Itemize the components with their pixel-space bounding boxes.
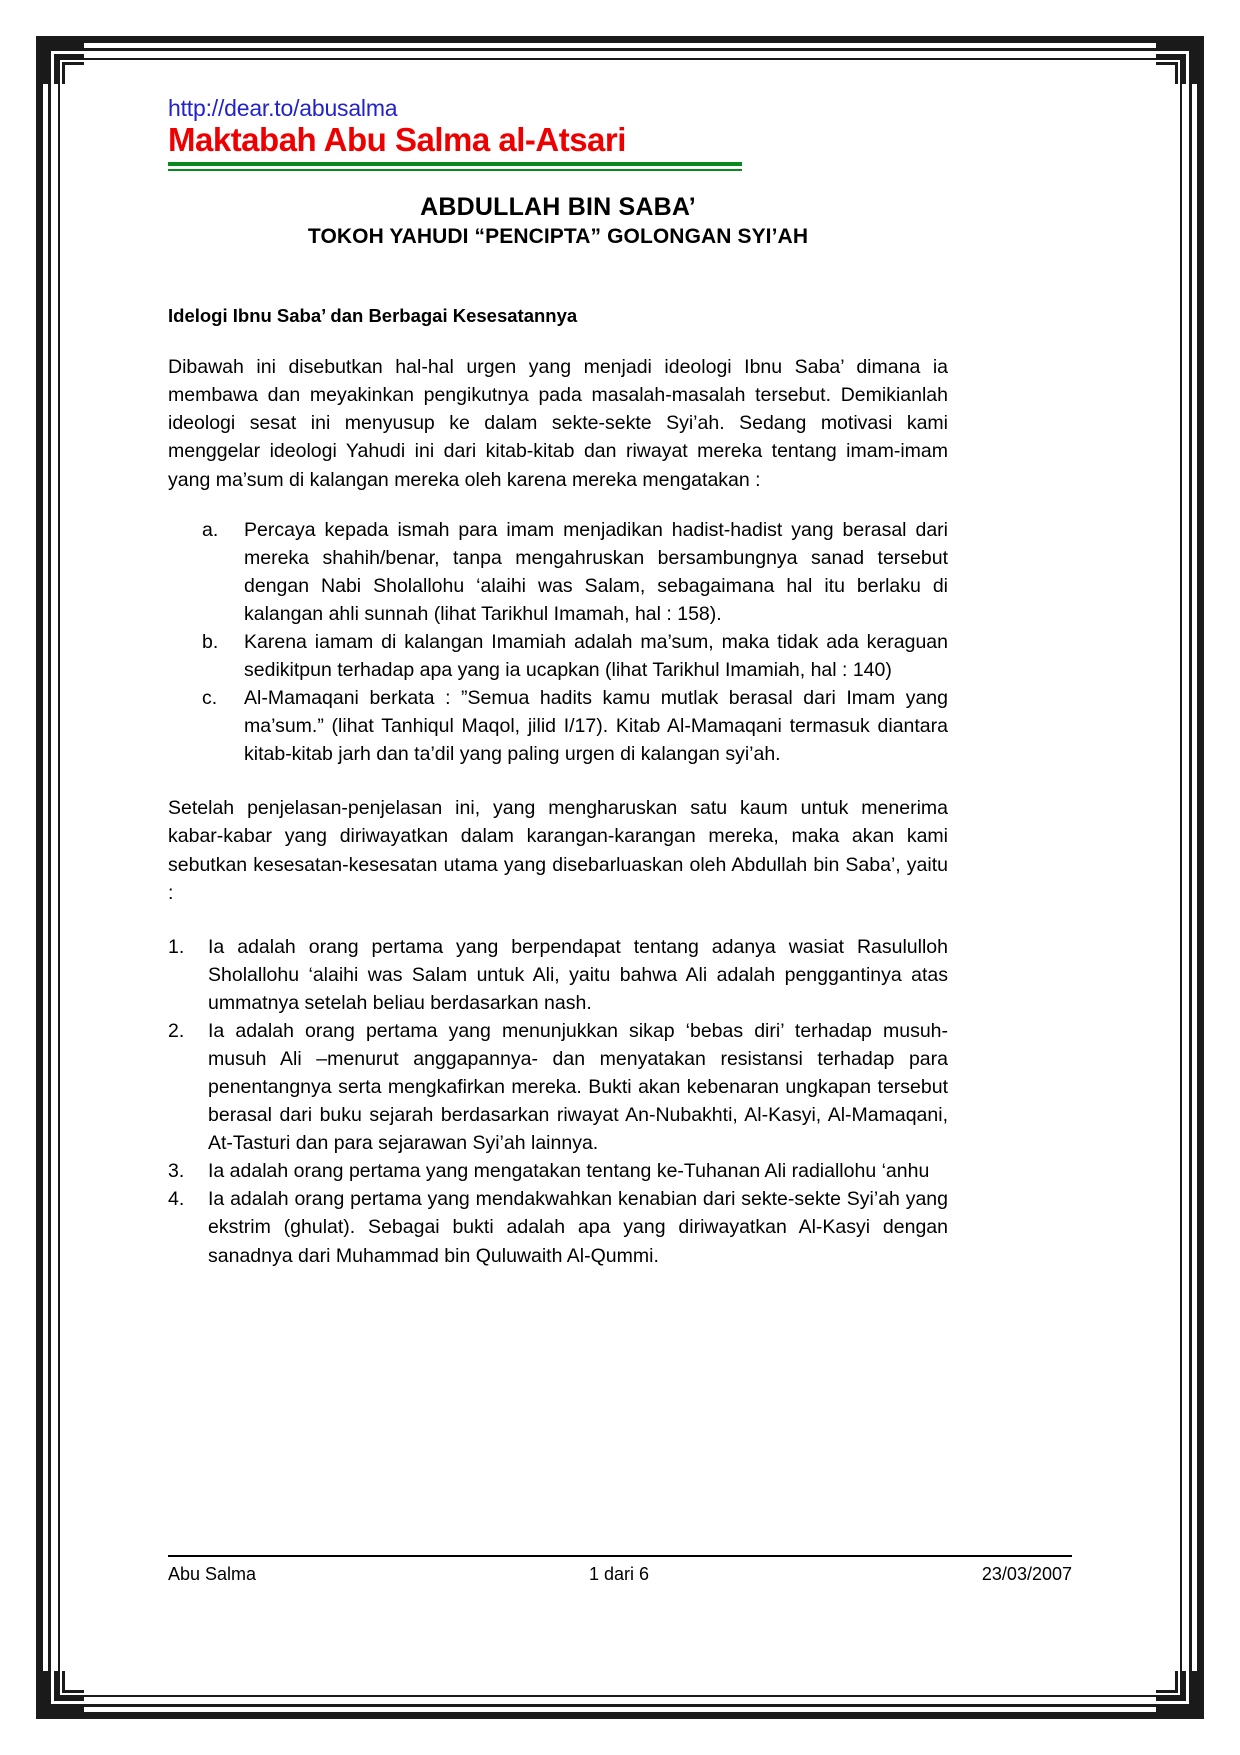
document-content xyxy=(168,96,948,1270)
list-item xyxy=(202,516,948,628)
footer-row xyxy=(168,1564,1072,1585)
brand-title: Maktabah Abu Salma al-Atsari xyxy=(168,121,626,159)
corner-ornament-icon xyxy=(40,1669,86,1715)
footer-author: Abu Salma xyxy=(168,1564,257,1584)
list-item xyxy=(202,684,948,768)
list-item-text: Ia adalah orang pertama yang mendakwahkan kenabian dari sekte-sekte Syi’ah yang ekstrim (ghulat). Sebagai bukti adalah apa yang diriwayatkan Al-Kasyi dengan sanadnya dari Muhammad bin Quluwaith Al-Qummi. xyxy=(208,1188,948,1267)
list-item-text: Ia adalah orang pertama yang berpendapat tentang adanya wasiat Rasululloh Sholallohu ‘alaihi was Salam untuk Ali, yaitu bahwa Ali adalah penggantinya atas ummatnya setelah beliau berdasarkan nash. xyxy=(208,935,948,1014)
list-marker: 2. xyxy=(168,1019,185,1042)
list-item-text: Al-Mamaqani berkata : ”Semua hadits kamu mutlak berasal dari Imam yang ma’sum.” (lihat Tanhiqul Maqol, jilid I/17). Kitab Al-Mamaqani termasuk diantara kitab-kitab jarh dan ta’dil yang paling urgen di kalangan syi’ah. xyxy=(244,687,948,766)
section-heading: Idelogi Ibnu Saba’ dan Berbagai Kesesatannya xyxy=(168,305,578,327)
intro-paragraph: Dibawah ini disebutkan hal-hal urgen yang menjadi ideologi Ibnu Saba’ dimana ia membawa dan meyakinkan pengikutnya pada masalah-masalah tersebut. Demikianlah ideologi sesat ini menyusup ke dalam sekte-sekte Syi’ah. Sedang motivasi kami menggelar ideologi Yahudi ini dari kitab-kitab dan riwayat mereka tentang imam-imam yang ma’sum di kalangan mereka oleh karena mereka mengatakan : xyxy=(168,356,948,491)
list-item xyxy=(168,933,948,1017)
numbered-list xyxy=(168,933,948,1270)
list-marker: a. xyxy=(202,518,219,541)
footer-divider xyxy=(168,1555,1072,1557)
corner-ornament-icon xyxy=(1154,40,1200,86)
bridge-paragraph: Setelah penjelasan-penjelasan ini, yang mengharuskan satu kaum untuk menerima kabar-kabar yang diriwayatkan dalam karangan-karangan mereka, maka akan kami sebutkan kesesatan-kesesatan utama yang disebarluaskan oleh Abdullah bin Saba’, yaitu : xyxy=(168,797,948,904)
list-marker: 1. xyxy=(168,935,185,958)
list-item-text: Karena iamam di kalangan Imamiah adalah ma’sum, maka tidak ada keraguan sedikitpun terhadap apa yang ia ucapkan (lihat Tarikhul Imamiah, hal : 140) xyxy=(244,630,948,682)
page-footer xyxy=(168,1555,1072,1585)
list-item xyxy=(168,1157,948,1185)
list-item-text: Ia adalah orang pertama yang menunjukkan sikap ‘bebas diri’ terhadap musuh-musuh Ali –menurut anggapannya- dan menyatakan resistansi terhadap para penentangnya serta mengkafirkan mereka. Bukti akan kebenaran ungkapan tersebut berasal dari buku sejarah berdasarkan riwayat An-Nubakhti, Al-Kasyi, Al-Mamaqani, At-Tasturi dan para sejarawan Syi’ah lainnya. xyxy=(208,1019,948,1155)
site-url-link[interactable]: http://dear.to/abusalma xyxy=(168,95,398,121)
alpha-list xyxy=(168,516,948,769)
list-item-text: Percaya kepada ismah para imam menjadikan hadist-hadist yang berasal dari mereka shahih/benar, tanpa mengahruskan bersambungnya sanad tersebut dengan Nabi Sholallohu ‘alaihi was Salam, sebagaimana hal itu berlaku di kalangan ahli sunnah (lihat Tarikhul Imamah, hal : 158). xyxy=(244,518,948,625)
list-item xyxy=(168,1185,948,1269)
footer-date: 23/03/2007 xyxy=(981,1564,1072,1584)
list-item xyxy=(202,628,948,684)
list-marker: 3. xyxy=(168,1160,185,1183)
corner-ornament-icon xyxy=(1154,1669,1200,1715)
page-subtitle: TOKOH YAHUDI “PENCIPTA” GOLONGAN SYI’AH xyxy=(307,225,809,249)
list-item xyxy=(168,1017,948,1157)
page-title: ABDULLAH BIN SABA’ xyxy=(420,193,696,222)
brand-divider xyxy=(168,162,742,171)
list-marker: b. xyxy=(202,630,219,653)
corner-ornament-icon xyxy=(40,40,86,86)
footer-page-number: 1 dari 6 xyxy=(588,1564,649,1584)
list-item-text: Ia adalah orang pertama yang mengatakan tentang ke-Tuhanan Ali radiallohu ‘anhu xyxy=(208,1160,930,1183)
list-marker: 4. xyxy=(168,1188,185,1211)
list-marker: c. xyxy=(202,687,218,710)
